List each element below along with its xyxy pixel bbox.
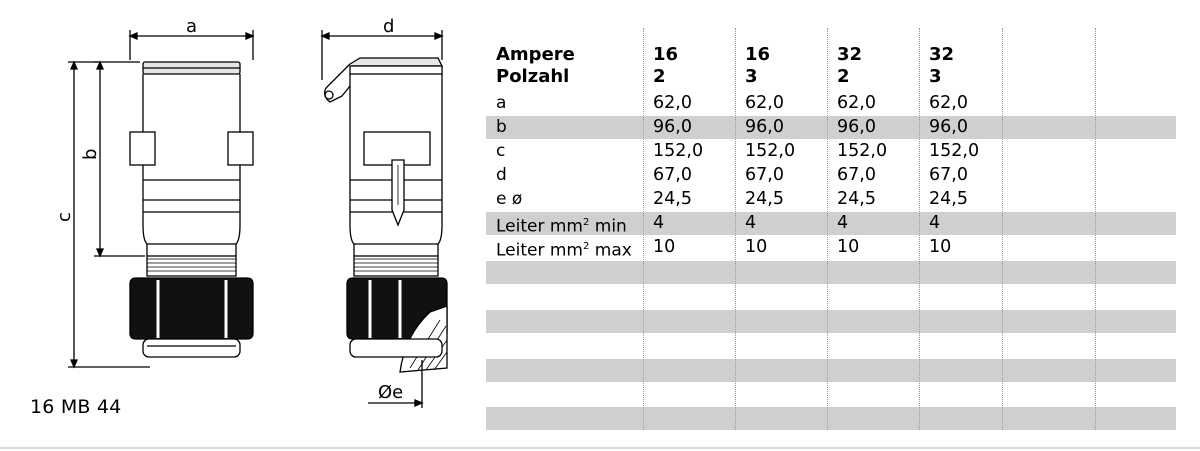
column-divider — [919, 28, 920, 430]
header-poles-value: 3 — [929, 66, 942, 87]
column-divider — [1002, 28, 1003, 430]
table-cell: 67,0 — [837, 165, 876, 185]
header-polzahl-label: Polzahl — [496, 66, 570, 87]
table-cell: 96,0 — [929, 117, 968, 137]
row-label: b — [496, 117, 507, 137]
specification-table — [486, 28, 1176, 430]
row-label-leiter-min: Leiter $mm^2$ min — [496, 216, 627, 237]
table-stripe — [486, 359, 1176, 382]
table-cell: 67,0 — [745, 165, 784, 185]
table-cell: 24,5 — [745, 189, 784, 209]
column-divider — [1095, 28, 1096, 430]
row-label: a — [496, 93, 507, 113]
row-label-leiter-max: Leiter $mm^2$ max — [496, 240, 632, 261]
table-cell: 4 — [929, 213, 941, 233]
table-cell: 4 — [745, 213, 757, 233]
bottom-divider — [0, 447, 1200, 449]
table-cell: 24,5 — [653, 189, 692, 209]
row-label: e ø — [496, 189, 523, 209]
row-label: d — [496, 165, 507, 185]
table-stripe — [486, 310, 1176, 333]
table-cell: 10 — [929, 237, 952, 257]
dim-a-label: a — [186, 16, 198, 37]
table-cell: 67,0 — [653, 165, 692, 185]
table-cell: 24,5 — [929, 189, 968, 209]
table-cell: 152,0 — [653, 141, 704, 161]
dim-c-label: c — [54, 212, 75, 222]
table-cell: 4 — [653, 213, 665, 233]
column-divider — [643, 28, 644, 430]
table-cell: 10 — [837, 237, 860, 257]
table-cell: 62,0 — [653, 93, 692, 113]
technical-drawing — [0, 0, 480, 420]
table-cell: 96,0 — [745, 117, 784, 137]
table-cell: 96,0 — [653, 117, 692, 137]
table-cell: 62,0 — [837, 93, 876, 113]
table-cell: 24,5 — [837, 189, 876, 209]
front-view — [68, 30, 253, 367]
table-cell: 152,0 — [745, 141, 796, 161]
column-divider — [827, 28, 828, 430]
table-cell: 4 — [837, 213, 849, 233]
side-view — [322, 30, 447, 408]
header-poles-value: 3 — [745, 66, 758, 87]
table-stripe — [486, 407, 1176, 430]
table-cell: 10 — [745, 237, 768, 257]
table-cell: 67,0 — [929, 165, 968, 185]
table-cell: 62,0 — [929, 93, 968, 113]
header-ampere-label: Ampere — [496, 44, 575, 65]
header-ampere-value: 16 — [653, 44, 679, 65]
header-ampere-value: 32 — [929, 44, 955, 65]
dim-b-label: b — [80, 148, 101, 160]
table-cell: 10 — [653, 237, 676, 257]
dim-e-label: Øe — [378, 382, 404, 403]
header-ampere-value: 32 — [837, 44, 863, 65]
table-cell: 152,0 — [837, 141, 888, 161]
table-stripe — [486, 116, 1176, 139]
column-divider — [735, 28, 736, 430]
table-cell: 62,0 — [745, 93, 784, 113]
table-cell: 96,0 — [837, 117, 876, 137]
header-ampere-value: 16 — [745, 44, 771, 65]
header-poles-value: 2 — [837, 66, 850, 87]
model-number: 16 MB 44 — [30, 396, 122, 418]
table-cell: 152,0 — [929, 141, 980, 161]
table-stripe — [486, 261, 1176, 284]
header-poles-value: 2 — [653, 66, 666, 87]
dim-d-label: d — [383, 16, 395, 37]
row-label: c — [496, 141, 506, 161]
